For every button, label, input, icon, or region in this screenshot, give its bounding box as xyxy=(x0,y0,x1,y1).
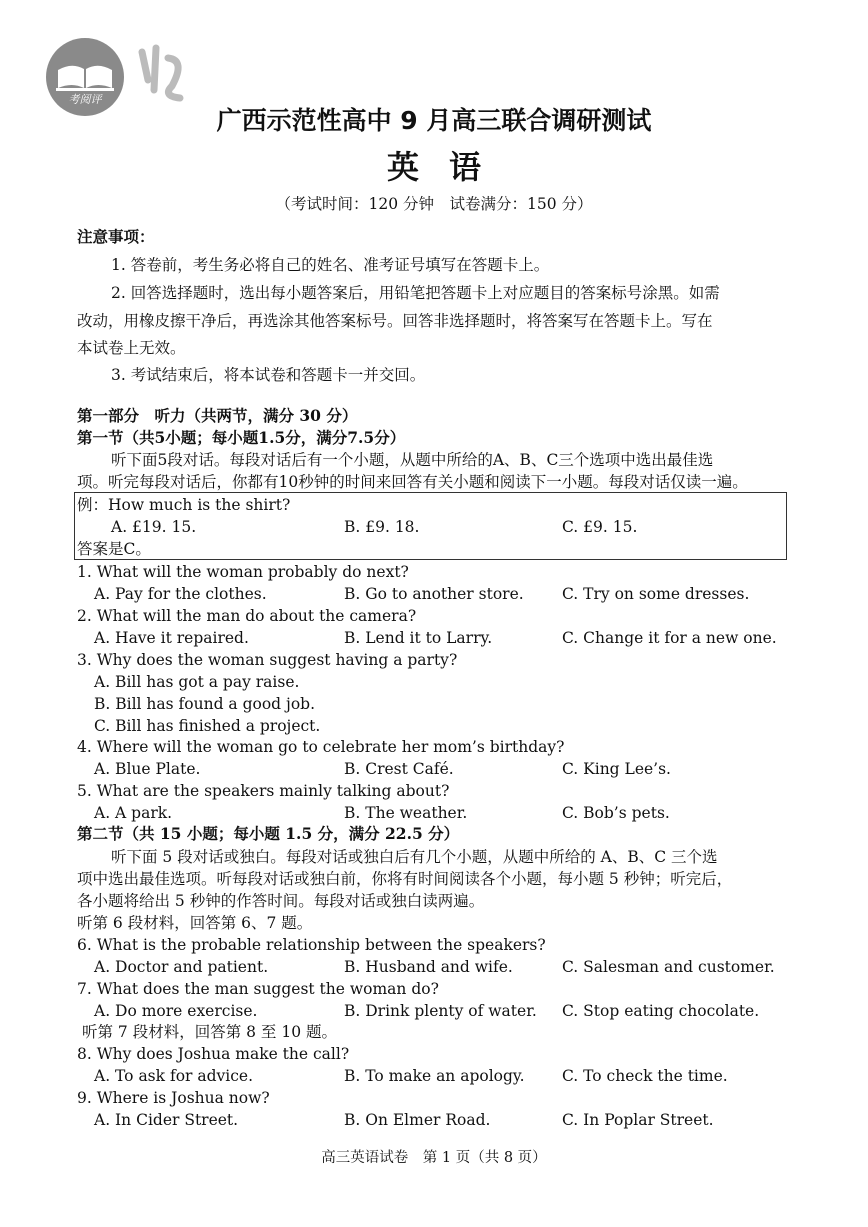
section2-heading: 第二节（共 15 小题；每小题 1.5 分，满分 22.5 分） xyxy=(77,824,460,843)
example-option-a: A. £19. 15. xyxy=(111,518,197,536)
question-1: 1. What will the woman probably do next? xyxy=(77,563,409,581)
page-footer: 高三英语试卷 第 1 页（共 8 页） xyxy=(321,1150,547,1166)
q7-option-b: B. Drink plenty of water. xyxy=(344,1002,537,1020)
section2-instruction-line-1: 听下面 5 段对话或独白。每段对话或独白后有几个小题，从题中所给的 A、B、C 三个选 xyxy=(111,848,718,866)
q8-option-a: A. To ask for advice. xyxy=(94,1067,254,1085)
logo-swirl-icon xyxy=(128,40,192,104)
section2-instruction-line-3: 各小题将给出 5 秒钟的作答时间。每段对话或独白读两遍。 xyxy=(77,892,485,910)
subject-title: 英语 xyxy=(386,148,511,186)
question-4: 4. Where will the woman go to celebrate her mom’s birthday? xyxy=(77,738,565,756)
logo-text: 考阅评 xyxy=(68,93,102,106)
q5-option-b: B. The weather. xyxy=(344,804,468,822)
question-8: 8. Why does Joshua make the call? xyxy=(77,1045,350,1063)
example-question: 例：How much is the shirt? xyxy=(77,496,291,514)
notes-heading: 注意事项： xyxy=(77,227,155,246)
exam-title: 广西示范性高中 9 月高三联合调研测试 xyxy=(216,106,652,135)
note-item-2-line-1: 2. 回答选择题时，选出每小题答案后，用铅笔把答题卡上对应题目的答案标号涂黑。如需 xyxy=(111,284,720,302)
q3-option-c: C. Bill has finished a project. xyxy=(94,717,321,735)
q4-option-c: C. King Lee’s. xyxy=(562,760,671,778)
question-6: 6. What is the probable relationship between the speakers? xyxy=(77,936,546,954)
section1-instruction-line-2: 项。听完每段对话后，你都有10秒钟的时间来回答有关小题和阅读下一小题。每段对话仅读一遍。 xyxy=(77,473,748,491)
q5-option-c: C. Bob’s pets. xyxy=(562,804,670,822)
q9-option-c: C. In Poplar Street. xyxy=(562,1111,714,1129)
q5-option-a: A. A park. xyxy=(94,804,173,822)
q8-option-c: C. To check the time. xyxy=(562,1067,728,1085)
note-item-2-line-2: 改动，用橡皮擦干净后，再选涂其他答案标号。回答非选择题时，将答案写在答题卡上。写在 xyxy=(77,312,713,330)
material-7-instruction: 听第 7 段材料，回答第 8 至 10 题。 xyxy=(82,1023,338,1041)
q4-option-a: A. Blue Plate. xyxy=(94,760,201,778)
note-item-2-line-3: 本试卷上无效。 xyxy=(77,339,186,357)
q2-option-b: B. Lend it to Larry. xyxy=(344,629,493,647)
q7-option-a: A. Do more exercise. xyxy=(94,1002,258,1020)
q6-option-a: A. Doctor and patient. xyxy=(94,958,269,976)
example-option-b: B. £9. 18. xyxy=(344,518,420,536)
q6-option-c: C. Salesman and customer. xyxy=(562,958,775,976)
question-7: 7. What does the man suggest the woman do? xyxy=(77,980,439,998)
q1-option-b: B. Go to another store. xyxy=(344,585,524,603)
question-3: 3. Why does the woman suggest having a party? xyxy=(77,651,458,669)
question-5: 5. What are the speakers mainly talking about? xyxy=(77,782,450,800)
question-2: 2. What will the man do about the camera? xyxy=(77,607,417,625)
note-item-3: 3. 考试结束后，将本试卷和答题卡一并交回。 xyxy=(111,366,426,384)
section1-heading: 第一节（共5小题；每小题1.5分，满分7.5分） xyxy=(77,428,406,447)
q8-option-b: B. To make an apology. xyxy=(344,1067,525,1085)
q3-option-a: A. Bill has got a pay raise. xyxy=(94,673,300,691)
material-6-instruction: 听第 6 段材料，回答第 6、7 题。 xyxy=(77,914,313,932)
q3-option-b: B. Bill has found a good job. xyxy=(94,695,316,713)
q9-option-a: A. In Cider Street. xyxy=(94,1111,239,1129)
q6-option-b: B. Husband and wife. xyxy=(344,958,513,976)
question-9: 9. Where is Joshua now? xyxy=(77,1089,270,1107)
q4-option-b: B. Crest Café. xyxy=(344,760,454,778)
q1-option-a: A. Pay for the clothes. xyxy=(94,585,267,603)
q7-option-c: C. Stop eating chocolate. xyxy=(562,1002,760,1020)
q1-option-c: C. Try on some dresses. xyxy=(562,585,750,603)
example-answer: 答案是C。 xyxy=(77,540,151,558)
section2-instruction-line-2: 项中选出最佳选项。听每段对话或独白前，你将有时间阅读各个小题，每小题 5 秒钟；听完后， xyxy=(77,870,733,888)
exam-info: （考试时间：120 分钟 试卷满分：150 分） xyxy=(275,195,593,213)
q9-option-b: B. On Elmer Road. xyxy=(344,1111,491,1129)
q2-option-a: A. Have it repaired. xyxy=(94,629,249,647)
q2-option-c: C. Change it for a new one. xyxy=(562,629,777,647)
section1-instruction-line-1: 听下面5段对话。每段对话后有一个小题，从题中所给的A、B、C三个选项中选出最佳选 xyxy=(111,451,714,469)
example-option-c: C. £9. 15. xyxy=(562,518,638,536)
note-item-1: 1. 答卷前，考生务必将自己的姓名、准考证号填写在答题卡上。 xyxy=(111,256,550,274)
part1-heading: 第一部分 听力（共两节，满分 30 分） xyxy=(77,406,358,425)
